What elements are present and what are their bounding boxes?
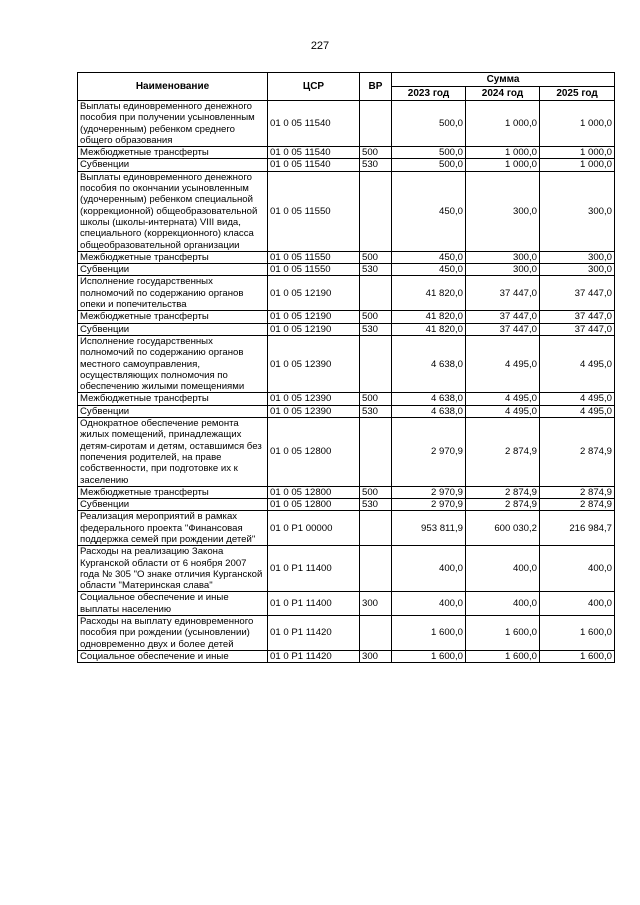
- cell-2023: 1 600,0: [392, 616, 466, 651]
- cell-2025: 300,0: [540, 171, 615, 251]
- table-row: [78, 499, 615, 511]
- cell-2023: 400,0: [392, 592, 466, 616]
- cell-2025: 400,0: [540, 546, 615, 592]
- table-row: [78, 592, 615, 616]
- header-csr: ЦСР: [268, 73, 360, 101]
- cell-vr: 530: [360, 323, 392, 335]
- cell-name: Социальное обеспечение и иные выплаты населению: [78, 592, 268, 616]
- cell-csr: 01 0 P1 00000: [268, 511, 360, 546]
- cell-2024: 1 000,0: [466, 101, 540, 147]
- cell-2023: 2 970,9: [392, 499, 466, 511]
- table-row: [78, 486, 615, 498]
- table-row: [78, 511, 615, 546]
- cell-csr: 01 0 05 11550: [268, 171, 360, 251]
- cell-csr: 01 0 05 12190: [268, 276, 360, 311]
- cell-2023: 953 811,9: [392, 511, 466, 546]
- cell-2023: 500,0: [392, 101, 466, 147]
- cell-2024: 4 495,0: [466, 393, 540, 405]
- cell-2023: 500,0: [392, 147, 466, 159]
- cell-name: Исполнение государственных полномочий по содержанию органов местного самоуправления, осуществляющих полномочия по обеспечению жилыми помещениями: [78, 335, 268, 392]
- cell-name: Реализация мероприятий в рамках федерального проекта "Финансовая поддержка семей при рождении детей": [78, 511, 268, 546]
- cell-csr: 01 0 05 12190: [268, 311, 360, 323]
- table-row: [78, 276, 615, 311]
- header-sum: Сумма: [392, 73, 615, 87]
- cell-csr: 01 0 05 11540: [268, 101, 360, 147]
- cell-2025: 1 000,0: [540, 159, 615, 171]
- cell-name: Расходы на реализацию Закона Курганской области от 6 ноября 2007 года № 305 "О знаке отличия Курганской области "Материнская слава": [78, 546, 268, 592]
- cell-name: Выплаты единовременного денежного пособия по окончании усыновленным (удочеренным) ребенком специальной (коррекционной) общеобразовательной школы (школы-интерната) VIII вида, специального (коррекционного) класса общеобразовательной организации: [78, 171, 268, 251]
- cell-2025: 1 000,0: [540, 101, 615, 147]
- table-row: [78, 393, 615, 405]
- cell-vr: 300: [360, 650, 392, 662]
- header-year-2023: 2023 год: [392, 87, 466, 101]
- cell-2023: 450,0: [392, 251, 466, 263]
- table-row: [78, 323, 615, 335]
- cell-2025: 4 495,0: [540, 335, 615, 392]
- cell-name: Субвенции: [78, 264, 268, 276]
- cell-csr: 01 0 P1 11420: [268, 616, 360, 651]
- table-row: [78, 251, 615, 263]
- cell-vr: 300: [360, 592, 392, 616]
- cell-vr: 500: [360, 147, 392, 159]
- cell-csr: 01 0 05 11540: [268, 159, 360, 171]
- cell-name: Субвенции: [78, 323, 268, 335]
- cell-vr: 500: [360, 486, 392, 498]
- cell-2024: 600 030,2: [466, 511, 540, 546]
- cell-vr: [360, 335, 392, 392]
- table-row: [78, 147, 615, 159]
- cell-2023: 450,0: [392, 264, 466, 276]
- cell-vr: 500: [360, 311, 392, 323]
- cell-2024: 1 600,0: [466, 616, 540, 651]
- cell-vr: [360, 511, 392, 546]
- cell-2023: 2 970,9: [392, 486, 466, 498]
- cell-csr: 01 0 05 11550: [268, 264, 360, 276]
- cell-2025: 4 495,0: [540, 405, 615, 417]
- cell-csr: 01 0 05 12390: [268, 405, 360, 417]
- cell-vr: [360, 616, 392, 651]
- table-row: [78, 418, 615, 487]
- cell-2024: 2 874,9: [466, 486, 540, 498]
- cell-2023: 4 638,0: [392, 393, 466, 405]
- budget-table: [77, 72, 615, 663]
- cell-csr: 01 0 05 11540: [268, 147, 360, 159]
- cell-2025: 2 874,9: [540, 486, 615, 498]
- table-row: [78, 171, 615, 251]
- cell-2025: 300,0: [540, 251, 615, 263]
- cell-vr: 530: [360, 264, 392, 276]
- cell-2025: 1 600,0: [540, 650, 615, 662]
- cell-vr: [360, 171, 392, 251]
- cell-2024: 300,0: [466, 264, 540, 276]
- table-row: [78, 159, 615, 171]
- page-number: 227: [310, 40, 330, 52]
- cell-name: Выплаты единовременного денежного пособия при получении усыновленным (удочеренным) ребенком среднего общего образования: [78, 101, 268, 147]
- table-row: [78, 650, 615, 662]
- cell-2024: 400,0: [466, 592, 540, 616]
- cell-vr: [360, 546, 392, 592]
- cell-2024: 37 447,0: [466, 323, 540, 335]
- cell-name: Межбюджетные трансферты: [78, 251, 268, 263]
- cell-name: Субвенции: [78, 159, 268, 171]
- cell-2024: 37 447,0: [466, 311, 540, 323]
- cell-2024: 2 874,9: [466, 499, 540, 511]
- cell-name: Межбюджетные трансферты: [78, 311, 268, 323]
- cell-name: Субвенции: [78, 499, 268, 511]
- cell-csr: 01 0 P1 11400: [268, 546, 360, 592]
- header-year-2024: 2024 год: [466, 87, 540, 101]
- cell-csr: 01 0 P1 11400: [268, 592, 360, 616]
- cell-2025: 37 447,0: [540, 323, 615, 335]
- cell-2023: 4 638,0: [392, 335, 466, 392]
- cell-2024: 1 000,0: [466, 147, 540, 159]
- table-row: [78, 335, 615, 392]
- cell-name: Субвенции: [78, 405, 268, 417]
- cell-2023: 2 970,9: [392, 418, 466, 487]
- cell-name: Расходы на выплату единовременного пособия при рождении (усыновлении) одновременно двух и более детей: [78, 616, 268, 651]
- cell-name: Межбюджетные трансферты: [78, 486, 268, 498]
- table-row: [78, 616, 615, 651]
- cell-name: Межбюджетные трансферты: [78, 393, 268, 405]
- cell-2025: 2 874,9: [540, 418, 615, 487]
- cell-2024: 1 600,0: [466, 650, 540, 662]
- cell-2023: 4 638,0: [392, 405, 466, 417]
- cell-2024: 4 495,0: [466, 405, 540, 417]
- cell-2025: 37 447,0: [540, 311, 615, 323]
- cell-csr: 01 0 05 12800: [268, 486, 360, 498]
- cell-2025: 2 874,9: [540, 499, 615, 511]
- cell-2025: 1 600,0: [540, 616, 615, 651]
- header-name: Наименование: [78, 73, 268, 101]
- cell-2023: 1 600,0: [392, 650, 466, 662]
- cell-2023: 500,0: [392, 159, 466, 171]
- table-row: [78, 405, 615, 417]
- table-row: [78, 101, 615, 147]
- cell-vr: 500: [360, 393, 392, 405]
- cell-csr: 01 0 05 12800: [268, 499, 360, 511]
- cell-name: Межбюджетные трансферты: [78, 147, 268, 159]
- cell-2023: 400,0: [392, 546, 466, 592]
- cell-2024: 4 495,0: [466, 335, 540, 392]
- cell-2023: 41 820,0: [392, 311, 466, 323]
- cell-csr: 01 0 05 12190: [268, 323, 360, 335]
- cell-vr: [360, 418, 392, 487]
- cell-2024: 400,0: [466, 546, 540, 592]
- cell-csr: 01 0 P1 11420: [268, 650, 360, 662]
- cell-2023: 41 820,0: [392, 276, 466, 311]
- cell-csr: 01 0 05 12800: [268, 418, 360, 487]
- cell-2024: 300,0: [466, 251, 540, 263]
- cell-vr: 530: [360, 499, 392, 511]
- cell-csr: 01 0 05 12390: [268, 393, 360, 405]
- table-row: [78, 546, 615, 592]
- cell-2024: 37 447,0: [466, 276, 540, 311]
- table-body: [78, 101, 615, 663]
- cell-2025: 400,0: [540, 592, 615, 616]
- cell-vr: 530: [360, 159, 392, 171]
- cell-vr: [360, 276, 392, 311]
- cell-name: Однократное обеспечение ремонта жилых помещений, принадлежащих детям-сиротам и детям, оставшимся без попечения родителей, на праве собственности, при подготовке их к заселению: [78, 418, 268, 487]
- cell-2025: 37 447,0: [540, 276, 615, 311]
- table-row: [78, 311, 615, 323]
- cell-2024: 1 000,0: [466, 159, 540, 171]
- cell-2024: 300,0: [466, 171, 540, 251]
- table-row: [78, 264, 615, 276]
- cell-csr: 01 0 05 12390: [268, 335, 360, 392]
- header-vr: ВР: [360, 73, 392, 101]
- cell-2025: 300,0: [540, 264, 615, 276]
- cell-2025: 216 984,7: [540, 511, 615, 546]
- cell-2025: 1 000,0: [540, 147, 615, 159]
- cell-csr: 01 0 05 11550: [268, 251, 360, 263]
- cell-vr: 530: [360, 405, 392, 417]
- cell-name: Исполнение государственных полномочий по содержанию органов опеки и попечительства: [78, 276, 268, 311]
- cell-vr: [360, 101, 392, 147]
- cell-2023: 41 820,0: [392, 323, 466, 335]
- cell-2025: 4 495,0: [540, 393, 615, 405]
- cell-2023: 450,0: [392, 171, 466, 251]
- cell-vr: 500: [360, 251, 392, 263]
- cell-2024: 2 874,9: [466, 418, 540, 487]
- cell-name: Социальное обеспечение и иные: [78, 650, 268, 662]
- header-year-2025: 2025 год: [540, 87, 615, 101]
